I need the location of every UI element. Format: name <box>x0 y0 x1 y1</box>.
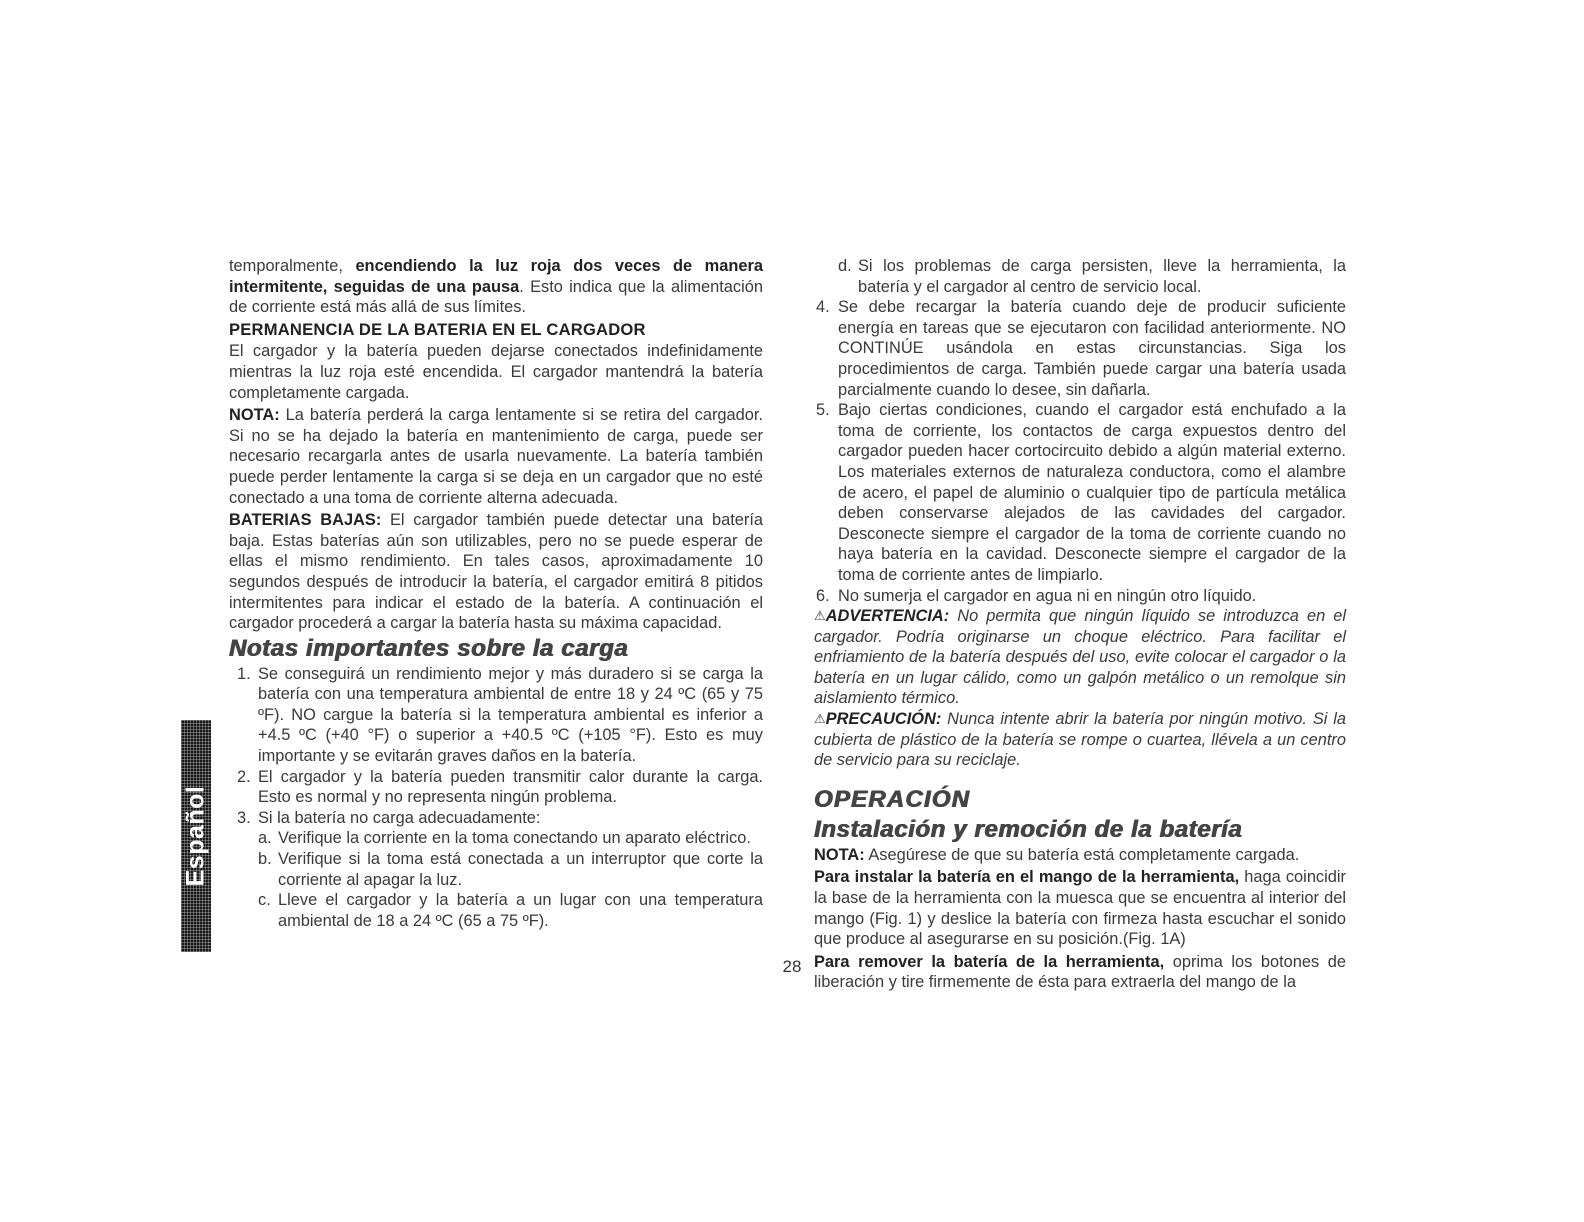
list-item <box>229 767 763 808</box>
baterias-bajas-text: El cargador también puede detectar una batería baja. Estas baterías aún son utilizables, pero no se puede esperar de ellas el mismo rendimiento. En tales casos, aproximadamente 10 segundos después de introducir la batería, el cargador emitirá 8 pitidos intermitentes para indicar el estado de la batería. A continuación el cargador procederá a cargar la batería hasta su máxima capacidad. <box>229 511 763 633</box>
list-item-text: Se debe recargar la batería cuando deje de producir suficiente energía en tareas que se ejecutaron con facilidad anteriormente. NO CONTINÚE usándola en estas circunstancias. Siga los procedimientos de carga. También puede cargar una batería usada parcialmente cuando lo desee, sin dañarla. <box>838 298 1346 399</box>
sub-list-item-text: Verifique si la toma está conectada a un interruptor que corte la corriente al apagar la luz. <box>278 850 763 889</box>
instalar-label: Para instalar la batería en el mango de la herramienta, <box>814 868 1240 887</box>
advertencia-label: ADVERTENCIA: <box>825 607 950 626</box>
list-number: 1. <box>237 664 251 683</box>
permanencia-paragraph: El cargador y la batería pueden dejarse conectados indefinidamente mientras la luz roja esté encendida. El cargador mantendrá la batería completamente cargada. <box>229 342 763 402</box>
remover-label: Para remover la batería de la herramienta, <box>814 952 1165 971</box>
list-item-text: Se conseguirá un rendimiento mejor y más duradero si se carga la batería con una temperatura ambiental de entre 18 y 24 ºC (65 y 75 ºF). NO cargue la batería si la temperatura ambiental es inferior a +4.5 ºC (+40 °F) o superior a +40.5 ºC (+105 °F). Esto es muy importante y se evitarán graves daños en la batería. <box>258 664 763 766</box>
sub-list-item-text: Si los problemas de carga persisten, lleve la herramienta, la batería y el cargador al centro de servicio local. <box>858 257 1346 296</box>
list-item <box>814 297 1346 400</box>
list-item-text: El cargador y la batería pueden transmitir calor durante la carga. Esto es normal y no representa ningún problema. <box>258 767 763 807</box>
nota-label: NOTA: <box>814 845 865 864</box>
precaucion-paragraph <box>814 709 1346 771</box>
list-number: 3. <box>237 808 251 827</box>
charging-notes-list <box>229 664 763 932</box>
warning-triangle-icon: ⚠ <box>814 711 826 727</box>
advertencia-text: No permita que ningún líquido se introduzca en el cargador. Podría originarse un choque eléctrico. Para facilitar el enfriamiento de la batería después del uso, evite colocar el cargador o la batería en un lugar cálido, como un galpón metálico o un remolque sin aislamiento térmico. <box>814 607 1346 708</box>
page-number: 28 <box>782 957 802 976</box>
precaucion-text: Nunca intente abrir la batería por ningún motivo. Si la cubierta de plástico de la batería se rompe o cuartea, llévela a un centro de servicio para su reciclaje. <box>814 710 1346 770</box>
warning-triangle-icon: ⚠ <box>814 608 826 624</box>
intro-text: temporalmente, <box>229 257 356 275</box>
sub-list-letter: a. <box>258 829 272 848</box>
baterias-bajas-label: BATERIAS BAJAS: <box>229 511 382 530</box>
instalar-text: haga coincidir la base de la herramienta con la muesca que se encuentra al interior del mango (Fig. 1) y deslice la batería con firmeza hasta escuchar el sonido que produce al asegurarse en su posición.(Fig. 1A) <box>814 868 1346 949</box>
list-item <box>814 400 1346 585</box>
nota-paragraph <box>229 405 763 508</box>
list-item <box>229 808 763 932</box>
intro-text-end: . Esto indica que la alimentación de corriente está más allá de sus límites. <box>229 277 763 317</box>
list-item-text: No sumerja el cargador en agua ni en ningún otro líquido. <box>838 586 1257 605</box>
sub-list-item <box>838 256 1346 297</box>
nota-text: La batería perderá la carga lentamente si se retira del cargador. Si no se ha dejado la batería en mantenimiento de carga, puede ser necesario recargarla antes de usarla nuevamente. La batería también puede perder lentamente la carga si se deja en un cargador que no esté conectado a una toma de corriente alterna adecuada. <box>229 406 763 507</box>
sub-list <box>258 828 763 931</box>
precaucion-label: PRECAUCIÓN: <box>825 710 942 729</box>
intro-bold-text: encendiendo la luz roja dos veces de manera intermitente, seguidas de una pausa <box>229 257 763 296</box>
sub-list-letter: c. <box>258 891 271 910</box>
right-column <box>814 256 1346 993</box>
list-item-text: Bajo ciertas condiciones, cuando el cargador está enchufado a la toma de corriente, los contactos de carga expuestos dentro del cargador pueden hacer cortocircuito debido a algún material externo. Los materiales externos de naturaleza conductora, como el alambre de acero, el papel de aluminio o cualquier tipo de partícula metálica deben conservarse alejados de las cavidades del cargador. Desconecte siempre el cargador de la toma de corriente cuando no haya batería en la cavidad. Desconecte siempre el cargador de la toma de corriente antes de limpiarlo. <box>838 401 1346 584</box>
language-tab-label: Español <box>181 785 210 887</box>
baterias-bajas-paragraph <box>229 510 763 634</box>
advertencia-paragraph <box>814 606 1346 709</box>
list-item-text: Si la batería no carga adecuadamente: <box>258 808 541 827</box>
list-number: 5. <box>816 401 830 420</box>
list-number: 2. <box>237 767 251 786</box>
nota-text: Asegúrese de que su batería está completamente cargada. <box>864 845 1300 864</box>
remover-text: oprima los botones de liberación y tire firmemente de ésta para extraerla del mango de la <box>814 952 1347 992</box>
language-tab <box>181 720 211 952</box>
intro-paragraph <box>229 256 763 318</box>
list-number: 6. <box>816 586 830 605</box>
charging-notes-list-continued <box>814 297 1346 606</box>
left-column <box>229 256 763 931</box>
sub-list-item <box>258 849 763 890</box>
sub-list-item <box>258 828 763 849</box>
instalar-paragraph <box>814 867 1346 949</box>
instalacion-title: Instalación y remoción de la batería <box>814 815 1243 843</box>
sub-list-item-text: Lleve el cargador y la batería a un lugar con una temperatura ambiental de 18 a 24 ºC (65 a 75 ºF). <box>278 891 763 930</box>
sub-list-item <box>258 890 763 931</box>
permanencia-heading: PERMANENCIA DE LA BATERIA EN EL CARGADOR <box>229 319 646 339</box>
list-item <box>814 586 1346 607</box>
list-item <box>229 664 763 767</box>
sub-list-letter: d. <box>838 257 852 275</box>
sub-list-item-text: Verifique la corriente en la toma conectando un aparato eléctrico. <box>278 829 751 848</box>
nota-paragraph <box>814 845 1346 866</box>
list-number: 4. <box>816 298 830 317</box>
nota-label: NOTA: <box>229 406 280 425</box>
notas-importantes-title: Notas importantes sobre la carga <box>229 634 629 662</box>
sub-list-letter: b. <box>258 850 272 869</box>
sub-list-continued <box>814 256 1346 297</box>
operacion-title: OPERACIÓN <box>814 785 971 813</box>
